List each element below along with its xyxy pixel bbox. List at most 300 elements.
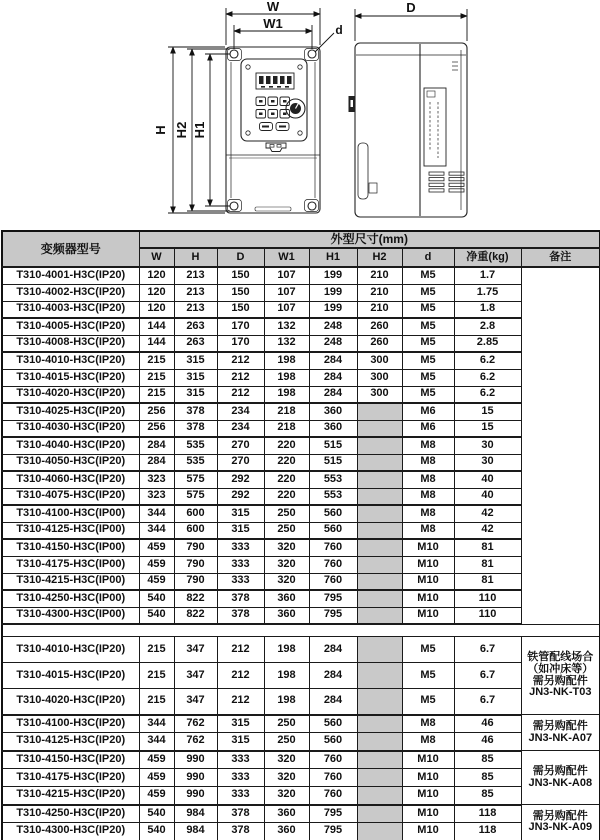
screw-cell: M5	[402, 301, 454, 318]
h-cell: 315	[174, 386, 217, 403]
h2-cell	[357, 403, 402, 420]
screw-cell: M5	[402, 663, 454, 689]
h2-cell	[357, 805, 402, 823]
weight-cell: 110	[454, 607, 521, 624]
column-header-model: 变频器型号	[2, 231, 139, 267]
w1-cell: 320	[264, 787, 309, 805]
screw-cell: M10	[402, 787, 454, 805]
table-row	[2, 805, 600, 823]
d-cell: 378	[217, 805, 264, 823]
model-cell: T310-4010-H3C(IP20)	[2, 352, 139, 369]
table-row	[2, 590, 600, 607]
table-row	[2, 689, 600, 715]
w1-cell: 320	[264, 769, 309, 787]
mounting-hole-icon	[230, 50, 238, 58]
h1-cell: 284	[309, 663, 357, 689]
table-row	[2, 733, 600, 751]
w-cell: 215	[139, 637, 174, 663]
spec-table-container	[1, 230, 599, 840]
weight-cell: 1.7	[454, 267, 521, 284]
w-cell: 256	[139, 420, 174, 437]
w-cell: 344	[139, 522, 174, 539]
table-row	[2, 505, 600, 522]
h1-cell: 199	[309, 301, 357, 318]
table-row	[2, 769, 600, 787]
remark-cell-empty	[521, 267, 600, 624]
d-cell: 212	[217, 663, 264, 689]
weight-cell: 85	[454, 751, 521, 769]
remark-line: 需另购配件	[532, 809, 588, 822]
w-cell: 459	[139, 751, 174, 769]
weight-cell: 6.7	[454, 663, 521, 689]
w-cell: 323	[139, 471, 174, 488]
h-cell: 213	[174, 284, 217, 301]
w1-cell: 250	[264, 505, 309, 522]
w1-cell: 198	[264, 637, 309, 663]
h2-cell	[357, 454, 402, 471]
h-cell: 990	[174, 769, 217, 787]
dimension-depth-label: D	[406, 0, 416, 15]
h1-cell: 199	[309, 284, 357, 301]
h-cell: 535	[174, 454, 217, 471]
h-cell: 984	[174, 805, 217, 823]
h-cell: 790	[174, 573, 217, 590]
h-cell: 822	[174, 607, 217, 624]
h2-cell: 260	[357, 335, 402, 352]
h2-cell	[357, 522, 402, 539]
model-cell: T310-4175-H3C(IP00)	[2, 556, 139, 573]
screw-cell: M5	[402, 369, 454, 386]
w1-cell: 220	[264, 454, 309, 471]
w1-cell: 220	[264, 488, 309, 505]
h-cell: 790	[174, 556, 217, 573]
w-cell: 323	[139, 488, 174, 505]
d-cell: 292	[217, 488, 264, 505]
weight-cell: 81	[454, 539, 521, 556]
weight-cell: 40	[454, 471, 521, 488]
w1-cell: 198	[264, 689, 309, 715]
h1-cell: 560	[309, 505, 357, 522]
weight-cell: 46	[454, 733, 521, 751]
w-cell: 215	[139, 689, 174, 715]
table-row	[2, 318, 600, 335]
h2-cell	[357, 823, 402, 840]
column-header-h2: H2	[357, 248, 402, 267]
h2-cell	[357, 556, 402, 573]
h1-cell: 284	[309, 689, 357, 715]
model-cell: T310-4008-H3C(IP20)	[2, 335, 139, 352]
h1-cell: 284	[309, 386, 357, 403]
remark-cell	[521, 805, 600, 840]
h1-cell: 560	[309, 733, 357, 751]
d-cell: 212	[217, 386, 264, 403]
remark-line: JN3-NK-A09	[528, 821, 593, 834]
h-cell: 347	[174, 637, 217, 663]
h-cell: 990	[174, 787, 217, 805]
model-cell: T310-4100-H3C(IP20)	[2, 715, 139, 733]
screw-cell: M10	[402, 607, 454, 624]
screw-cell: M5	[402, 637, 454, 663]
h-cell: 600	[174, 505, 217, 522]
table-row	[2, 352, 600, 369]
weight-cell: 15	[454, 403, 521, 420]
w-cell: 540	[139, 590, 174, 607]
dimension-diagram	[0, 0, 600, 230]
dimension-d-hole-label: d	[335, 23, 343, 37]
d-cell: 333	[217, 539, 264, 556]
w-cell: 540	[139, 823, 174, 840]
w-cell: 540	[139, 805, 174, 823]
w-cell: 344	[139, 505, 174, 522]
table-row	[2, 663, 600, 689]
d-cell: 378	[217, 590, 264, 607]
w-cell: 215	[139, 369, 174, 386]
h1-cell: 795	[309, 590, 357, 607]
h1-cell: 553	[309, 471, 357, 488]
w-cell: 459	[139, 556, 174, 573]
table-row	[2, 335, 600, 352]
section-separator	[2, 624, 600, 637]
h1-cell: 360	[309, 403, 357, 420]
d-cell: 150	[217, 267, 264, 284]
d-cell: 212	[217, 689, 264, 715]
h1-cell: 284	[309, 369, 357, 386]
screw-cell: M8	[402, 437, 454, 454]
w1-cell: 198	[264, 369, 309, 386]
h2-cell	[357, 471, 402, 488]
table-row	[2, 301, 600, 318]
weight-cell: 110	[454, 590, 521, 607]
table-row	[2, 522, 600, 539]
model-cell: T310-4001-H3C(IP20)	[2, 267, 139, 284]
h-cell: 378	[174, 403, 217, 420]
weight-cell: 6.7	[454, 689, 521, 715]
model-cell: T310-4215-H3C(IP20)	[2, 787, 139, 805]
h-cell: 990	[174, 751, 217, 769]
h-cell: 315	[174, 369, 217, 386]
w1-cell: 250	[264, 715, 309, 733]
d-cell: 333	[217, 769, 264, 787]
screw-cell: M10	[402, 805, 454, 823]
weight-cell: 30	[454, 437, 521, 454]
h-cell: 762	[174, 733, 217, 751]
dimension-w1-label: W1	[263, 16, 283, 31]
table-row	[2, 454, 600, 471]
screw-cell: M8	[402, 471, 454, 488]
w-cell: 459	[139, 573, 174, 590]
h-cell: 822	[174, 590, 217, 607]
model-cell: T310-4075-H3C(IP20)	[2, 488, 139, 505]
column-header-weight: 净重(kg)	[454, 248, 521, 267]
weight-cell: 42	[454, 522, 521, 539]
model-cell: T310-4050-H3C(IP20)	[2, 454, 139, 471]
column-header-h1: H1	[309, 248, 357, 267]
h1-cell: 248	[309, 335, 357, 352]
model-cell: T310-4015-H3C(IP20)	[2, 663, 139, 689]
remark-cell	[521, 715, 600, 751]
weight-cell: 118	[454, 805, 521, 823]
d-cell: 315	[217, 715, 264, 733]
screw-cell: M10	[402, 769, 454, 787]
w-cell: 256	[139, 403, 174, 420]
model-cell: T310-4005-H3C(IP20)	[2, 318, 139, 335]
h2-cell: 300	[357, 369, 402, 386]
remark-cell	[521, 751, 600, 805]
w-cell: 540	[139, 607, 174, 624]
model-cell: T310-4125-H3C(IP20)	[2, 733, 139, 751]
weight-cell: 40	[454, 488, 521, 505]
mounting-hole-icon	[308, 202, 316, 210]
weight-cell: 6.2	[454, 369, 521, 386]
table-row	[2, 556, 600, 573]
table-row	[2, 539, 600, 556]
d-cell: 333	[217, 573, 264, 590]
section-separator-cell	[2, 624, 600, 637]
h2-cell	[357, 733, 402, 751]
model-cell: T310-4250-H3C(IP20)	[2, 805, 139, 823]
d-cell: 333	[217, 556, 264, 573]
model-cell: T310-4100-H3C(IP00)	[2, 505, 139, 522]
screw-cell: M8	[402, 454, 454, 471]
h-cell: 263	[174, 318, 217, 335]
column-header-d: D	[217, 248, 264, 267]
w1-cell: 360	[264, 607, 309, 624]
screw-cell: M10	[402, 590, 454, 607]
screw-cell: M5	[402, 318, 454, 335]
remark-line: JN3-NK-A08	[528, 776, 593, 789]
dimension-h-label: H	[153, 125, 168, 135]
model-cell: T310-4175-H3C(IP20)	[2, 769, 139, 787]
w-cell: 215	[139, 386, 174, 403]
d-cell: 170	[217, 318, 264, 335]
h2-cell	[357, 607, 402, 624]
table-row	[2, 573, 600, 590]
screw-cell: M5	[402, 267, 454, 284]
screw-cell: M6	[402, 403, 454, 420]
w1-cell: 320	[264, 539, 309, 556]
w-cell: 344	[139, 715, 174, 733]
model-cell: T310-4002-H3C(IP20)	[2, 284, 139, 301]
h1-cell: 248	[309, 318, 357, 335]
screw-cell: M5	[402, 386, 454, 403]
d-cell: 333	[217, 751, 264, 769]
h-cell: 263	[174, 335, 217, 352]
h2-cell	[357, 715, 402, 733]
h2-cell: 260	[357, 318, 402, 335]
table-row	[2, 386, 600, 403]
w-cell: 120	[139, 267, 174, 284]
h2-cell	[357, 539, 402, 556]
screw-cell: M10	[402, 823, 454, 840]
h2-cell: 210	[357, 301, 402, 318]
w1-cell: 198	[264, 663, 309, 689]
h2-cell	[357, 787, 402, 805]
table-row	[2, 471, 600, 488]
screw-cell: M8	[402, 733, 454, 751]
model-cell: T310-4020-H3C(IP20)	[2, 386, 139, 403]
h-cell: 347	[174, 689, 217, 715]
h2-cell	[357, 769, 402, 787]
column-header-h: H	[174, 248, 217, 267]
h1-cell: 360	[309, 420, 357, 437]
screw-cell: M5	[402, 689, 454, 715]
w1-cell: 250	[264, 733, 309, 751]
screw-cell: M6	[402, 420, 454, 437]
front-view-dimensions	[168, 8, 334, 213]
screw-cell: M5	[402, 335, 454, 352]
weight-cell: 2.85	[454, 335, 521, 352]
weight-cell: 6.2	[454, 352, 521, 369]
remark-line: （如冲床等）	[527, 662, 594, 675]
h-cell: 378	[174, 420, 217, 437]
d-cell: 315	[217, 522, 264, 539]
h1-cell: 760	[309, 787, 357, 805]
h2-cell	[357, 590, 402, 607]
h2-cell	[357, 689, 402, 715]
remark-line: 铁管配线场合	[527, 651, 594, 664]
w-cell: 144	[139, 318, 174, 335]
h1-cell: 795	[309, 607, 357, 624]
h1-cell: 560	[309, 715, 357, 733]
h2-cell	[357, 505, 402, 522]
table-row	[2, 284, 600, 301]
w1-cell: 250	[264, 522, 309, 539]
model-cell: T310-4250-H3C(IP00)	[2, 590, 139, 607]
model-cell: T310-4015-H3C(IP20)	[2, 369, 139, 386]
table-row	[2, 787, 600, 805]
h-cell: 790	[174, 539, 217, 556]
remark-line: JN3-NK-T03	[529, 686, 592, 699]
table-row	[2, 607, 600, 624]
column-header-w1: W1	[264, 248, 309, 267]
h2-cell: 210	[357, 267, 402, 284]
model-cell: T310-4150-H3C(IP20)	[2, 751, 139, 769]
screw-cell: M10	[402, 556, 454, 573]
model-cell: T310-4150-H3C(IP00)	[2, 539, 139, 556]
w-cell: 284	[139, 454, 174, 471]
column-header-dims-group: 外型尺寸(mm)	[139, 231, 600, 248]
w-cell: 120	[139, 284, 174, 301]
weight-cell: 2.8	[454, 318, 521, 335]
weight-cell: 6.7	[454, 637, 521, 663]
h-cell: 762	[174, 715, 217, 733]
w-cell: 215	[139, 663, 174, 689]
w1-cell: 320	[264, 573, 309, 590]
model-cell: T310-4215-H3C(IP00)	[2, 573, 139, 590]
model-cell: T310-4030-H3C(IP20)	[2, 420, 139, 437]
w1-cell: 218	[264, 420, 309, 437]
model-cell: T310-4300-H3C(IP20)	[2, 823, 139, 840]
h-cell: 575	[174, 471, 217, 488]
table-row	[2, 715, 600, 733]
h1-cell: 199	[309, 267, 357, 284]
weight-cell: 1.75	[454, 284, 521, 301]
w-cell: 284	[139, 437, 174, 454]
w-cell: 215	[139, 352, 174, 369]
d-cell: 150	[217, 301, 264, 318]
weight-cell: 46	[454, 715, 521, 733]
w1-cell: 320	[264, 556, 309, 573]
weight-cell: 85	[454, 769, 521, 787]
weight-cell: 6.2	[454, 386, 521, 403]
d-cell: 378	[217, 823, 264, 840]
h2-cell: 210	[357, 284, 402, 301]
screw-cell: M8	[402, 488, 454, 505]
w1-cell: 198	[264, 352, 309, 369]
side-view-drawing	[349, 43, 468, 217]
h1-cell: 795	[309, 823, 357, 840]
w1-cell: 107	[264, 267, 309, 284]
h2-cell: 300	[357, 386, 402, 403]
h2-cell	[357, 573, 402, 590]
d-cell: 212	[217, 637, 264, 663]
d-cell: 212	[217, 369, 264, 386]
h1-cell: 760	[309, 539, 357, 556]
h-cell: 213	[174, 267, 217, 284]
model-cell: T310-4125-H3C(IP00)	[2, 522, 139, 539]
model-cell: T310-4020-H3C(IP20)	[2, 689, 139, 715]
table-row	[2, 420, 600, 437]
column-header-remark: 备注	[521, 248, 600, 267]
h1-cell: 760	[309, 573, 357, 590]
remark-line: 需另购配件	[532, 674, 588, 687]
h1-cell: 515	[309, 437, 357, 454]
table-row	[2, 437, 600, 454]
w1-cell: 360	[264, 823, 309, 840]
w-cell: 459	[139, 787, 174, 805]
h-cell: 213	[174, 301, 217, 318]
spec-table	[1, 230, 600, 840]
screw-cell: M5	[402, 284, 454, 301]
weight-cell: 81	[454, 556, 521, 573]
w1-cell: 220	[264, 471, 309, 488]
weight-cell: 85	[454, 787, 521, 805]
dimension-w-label: W	[266, 0, 280, 14]
mounting-hole-icon	[308, 50, 316, 58]
model-cell: T310-4300-H3C(IP00)	[2, 607, 139, 624]
table-row	[2, 751, 600, 769]
nameplate	[424, 88, 446, 166]
h2-cell	[357, 488, 402, 505]
mounting-hole-icon	[230, 202, 238, 210]
remark-line: 需另购配件	[532, 719, 588, 732]
h1-cell: 795	[309, 805, 357, 823]
model-cell: T310-4040-H3C(IP20)	[2, 437, 139, 454]
d-cell: 333	[217, 787, 264, 805]
table-row	[2, 637, 600, 663]
d-cell: 270	[217, 437, 264, 454]
screw-cell: M5	[402, 352, 454, 369]
h2-cell	[357, 637, 402, 663]
dimension-h1-label: H1	[192, 121, 207, 139]
table-row	[2, 488, 600, 505]
remark-line: JN3-NK-A07	[528, 731, 593, 744]
table-row	[2, 267, 600, 284]
d-cell: 315	[217, 733, 264, 751]
d-cell: 378	[217, 607, 264, 624]
h-cell: 575	[174, 488, 217, 505]
model-cell: T310-4003-H3C(IP20)	[2, 301, 139, 318]
w-cell: 459	[139, 539, 174, 556]
d-cell: 234	[217, 420, 264, 437]
d-cell: 170	[217, 335, 264, 352]
d-cell: 315	[217, 505, 264, 522]
h1-cell: 760	[309, 556, 357, 573]
weight-cell: 81	[454, 573, 521, 590]
h1-cell: 284	[309, 352, 357, 369]
model-cell: T310-4010-H3C(IP20)	[2, 637, 139, 663]
d-cell: 292	[217, 471, 264, 488]
